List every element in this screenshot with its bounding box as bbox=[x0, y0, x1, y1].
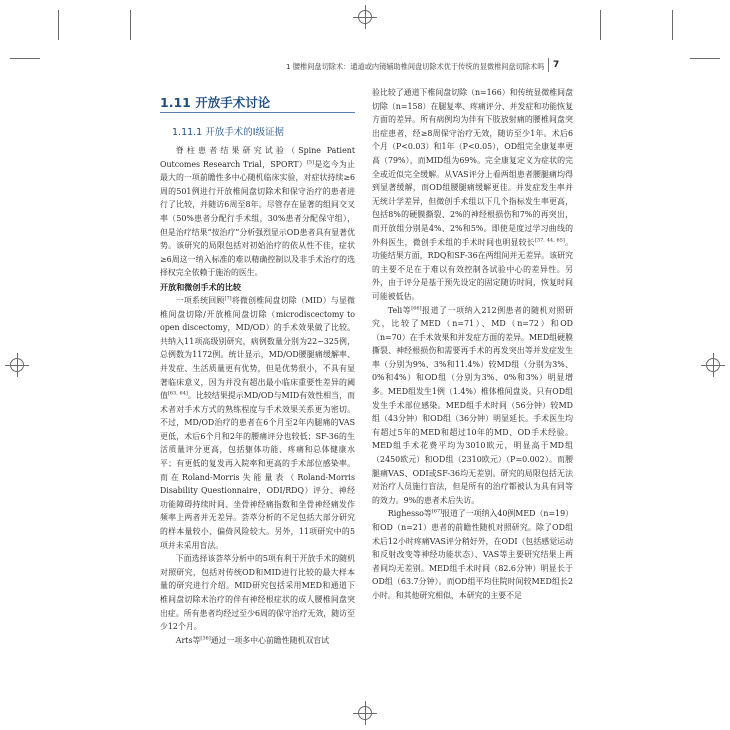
subheading: 开放和微创手术的比较 bbox=[160, 281, 241, 292]
crop-mark-top-right-v bbox=[600, 10, 601, 40]
page-number: 7 bbox=[553, 60, 560, 70]
paragraph: Righesso等[67]报道了一项纳入40例MED（n=19）和OD（n=21）患者的前瞻性随机对照研究。除了OD组术后12小时疼痛VAS评分稍好外，在ODI（包括感觉运动和反射改变等神经功能状态）、VAS等主要研究结果上两者间均无差别。MED组手术时间（82.6分钟）明显长于OD组（63.7分钟）。而OD组平均住院时间较MED组长2小时。和其他研究相似，本研究的主要不足 bbox=[372, 508, 573, 600]
paragraph: Teli等[66]报道了一项纳入212例患者的随机对照研究，比较了MED（n=71）、MD（n=72）和OD（n=70）在手术效果和并发症方面的差异。MED组硬膜撕裂、神经根损伤和需要再手术的再发突出等并发症发生率（分别为9%、3%和11.4%）较MD组（分别为3%、0%和4%）和OD组（分别为3%、0%和3%）明显增多。MED组发生1例（1.4%）椎体椎间盘炎。只有OD组发生手术部位感染。MED组手术时间（56分钟）较MD组（43分钟）和OD组（36分钟）明显延长。手术医生均有超过5年的MED和超过10年的MD、OD手术经验。MED组手术花费平均为3010欧元，明显高于MD组（2450欧元）和OD组（2310欧元）（P=0.002）。而腰腿痛VAS、ODI或SF-36均无差别。研究的局限包括无法对治疗人员施行盲法，但是所有的治疗都被认为具有同等的效力。9%的患者术后失访。 bbox=[372, 304, 573, 505]
crop-mark-top-left-h bbox=[58, 10, 59, 40]
running-head-divider bbox=[548, 58, 549, 72]
right-column bbox=[372, 86, 573, 603]
registration-mark-top bbox=[358, 10, 372, 24]
paragraph: Arts等[36]通过一项多中心前瞻性随机双盲试 bbox=[175, 635, 330, 645]
crop-mark-top-right-side bbox=[690, 58, 720, 59]
running-head: 1 腰椎间盘切除术：通道或内镜辅助椎间盘切除术优于传统的显微椎间盘切除术吗 bbox=[286, 62, 545, 71]
registration-mark-bottom bbox=[358, 706, 372, 720]
paragraph: 验比较了通道下椎间盘切除（n=166）和传统显微椎间盘切除（n=158）在腿复率、疼痛评分、并发症和功能恢复方面的差异。所有病例均为伴有下肢放射痛的腰椎间盘突出症患者，经≥8周保守治疗无效，随访至少1年。术后6个月（P<0.03）和1年（P<0.05），OD组完全康复率更高（79%），而MID组为69%。完全康复定义为症状的完全或近似完全缓解。从VAS评分上看两组患者腰腿痛均得到显著缓解，而OD组腰腿痛缓解更佳。并发症发生率并无统计学差异，但微创手术组以下几个指标发生率更高，包括8%的硬膜撕裂、2%的神经根损伤和7%的再突出，而开放组分别是4%、2%和5%。即使是度过学习曲线的外科医生，微创手术组的手术时间也明显较长[37, 44, 65]。功能结果方面，RDQ和SF-36在两组间并无差异。该研究的主要不足在于难以有效控制各试验中心的差异性。另外，由于评分是基于预先设定的固定随访时间，恢复时间可能被低估。 bbox=[372, 88, 573, 301]
section-rule bbox=[160, 112, 355, 113]
registration-mark-right bbox=[706, 358, 720, 372]
paragraph: 下面选择该荟萃分析中的5项有利于开放手术的随机对照研究，包括对传统OD和MID进行比较的最大样本量的研究进行介绍。MID研究包括采用MED和通道下椎间盘切除术治疗的伴有神经根症状的成人腰椎间盘突出症。所有患者均经过至少6周的保守治疗无效，随访至少12个月。 bbox=[160, 554, 355, 632]
section-title: 1.11 开放手术讨论 bbox=[160, 95, 271, 110]
registration-mark-left bbox=[10, 358, 24, 372]
crop-mark-top-right-h bbox=[672, 10, 673, 40]
paragraph: 一项系统回顾[7]将微创椎间盘切除（MID）与显微椎间盘切除/开放椎间盘切除（microdiscectomy to open discectomy，MD/OD）的手术效果做了比较。共纳入11项高级别研究，病例数量分别为22~325例，总例数为1172例。统计显示，MD/OD腰腿痛缓解率、并发症、生活质量更有优势，但是优势很小，不具有显著临床意义，因为并没有超出最小临床重要性差异的阈值[63, 64]。比较结果提示MD/OD与MID有效性相当，而术者对手术方式的熟练程度与手术效果关系更为密切。不过，MD/OD治疗的患者在6个月至2年内腿痛的VAS更低，术后6个月和2年的腰痛评分也较低；SF-36的生活质量评分更高，包括躯体功能、疼痛和总体健康水平；有更低的复发再入院率和更高的手术部位感染率。而在Roland-Morris失能量表（Roland-Morris Disability Questionnaire，ODI/RDQ）评分、神经功能障碍持续时间、坐骨神经痛指数和坐骨神经痛发作频率上两者并无差异。荟萃分析的不足包括大部分研究的样本量较小、偏倚风险较大。另外，11项研究中的5项并未采用盲法。 bbox=[160, 295, 355, 550]
crop-mark-top-left-side bbox=[10, 58, 40, 59]
subsection-title: 1.11.1 开放手术的Ⅰ级证据 bbox=[172, 127, 285, 138]
crop-mark-top-left-v bbox=[130, 10, 131, 40]
paragraph: 脊柱患者结果研究试验（Spine Patient Outcomes Research Trial，SPORT）[5]是迄今为止最大的一项前瞻性多中心随机临床实验，对症状持续≥6周的501例进行开放椎间盘切除术和保守治疗的患者进行了比较，并随访6周至8年。尽管存在显著的组间交叉率（50%患者分配行手术组，30%患者分配保守组），但是治疗结果“按治疗”分析强烈显示OD患者具有显著优势。该研究的局限包括对初始治疗的依从性不佳，症状≥6周这一纳入标准的难以精确控制以及非手术治疗的选择权完全依赖于施治的医生。 bbox=[160, 146, 355, 278]
left-column bbox=[160, 144, 355, 647]
